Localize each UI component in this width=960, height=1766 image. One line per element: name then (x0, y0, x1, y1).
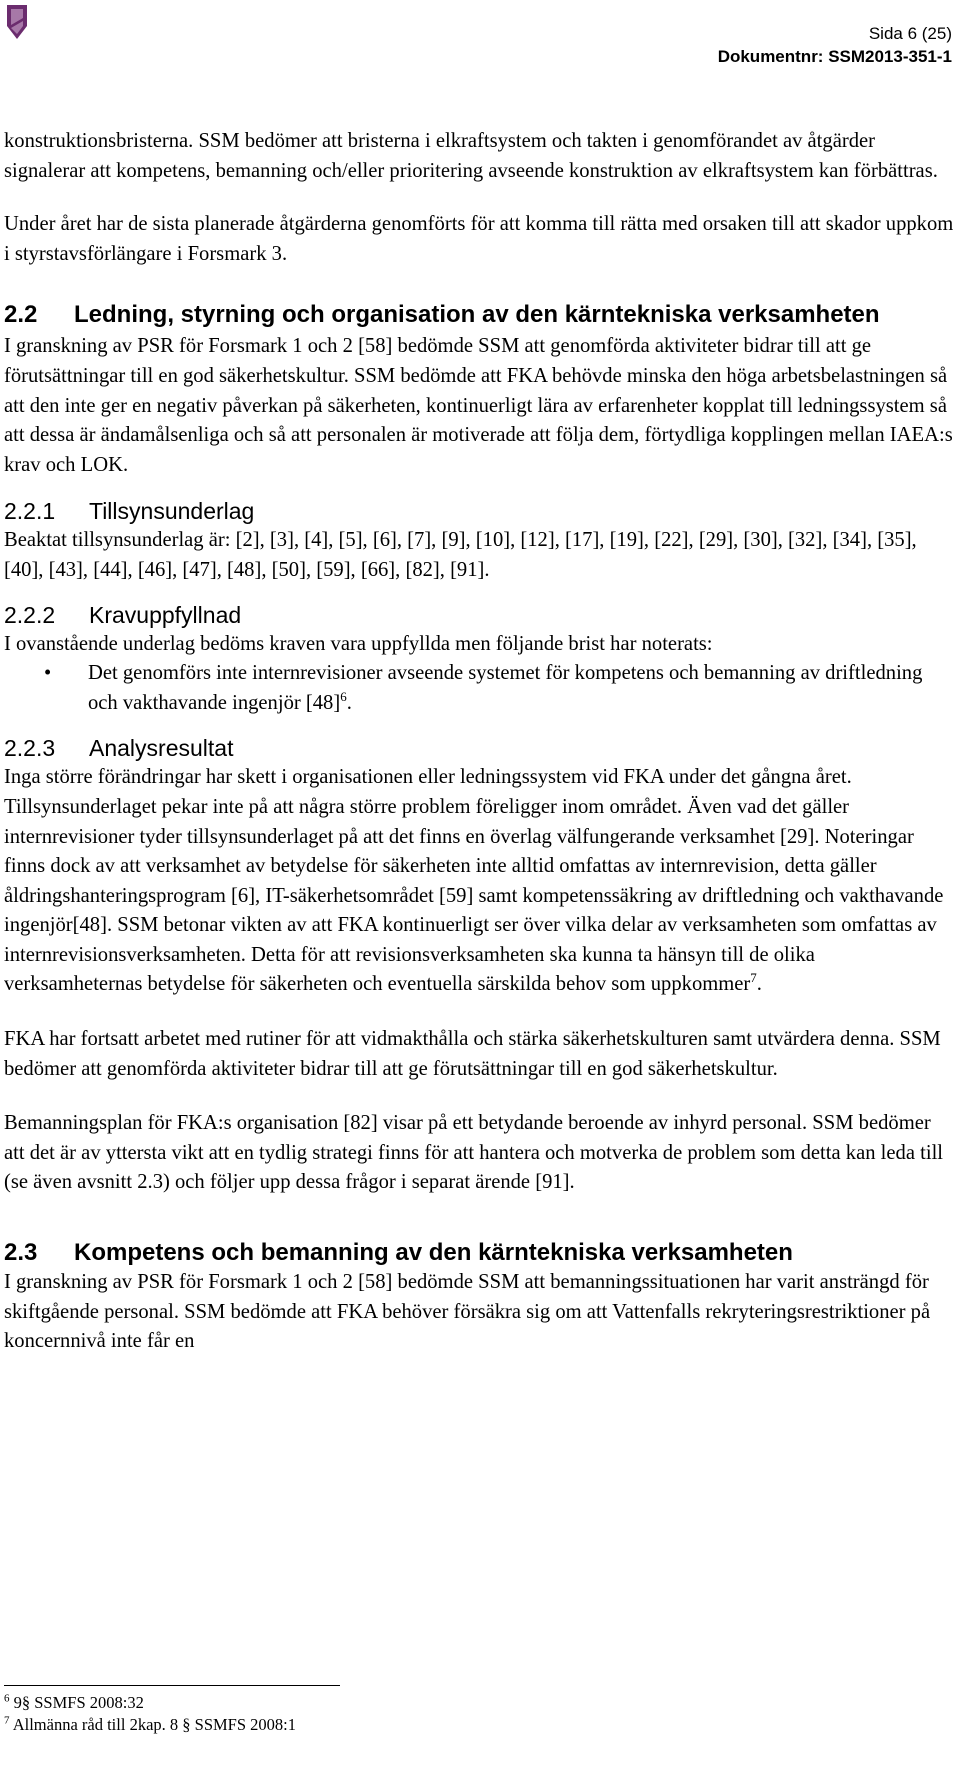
paragraph-8: Bemanningsplan för FKA:s organisation [82] visar på ett betydande beroende av inhyrd personal. SSM bedömer att det är av yttersta vikt att en tydlig strategi finns för att hantera och motverka de problem som detta kan leda till (se även avsnitt 2.3) och följer upp dessa frågor i separat ärende [91]. (4, 1112, 944, 1194)
document-body (4, 127, 954, 1357)
footnote-number: 7 (4, 1714, 10, 1727)
page-number: Sida 6 (25) (868, 24, 952, 43)
section-number: 2.2.3 (4, 735, 56, 762)
paragraph-7: FKA har fortsatt arbetet med rutiner för att vidmakthålla och stärka säkerhetskulturen samt utvärdera denna. SSM bedömer att genomförda aktiviteter bidrar till att ge förutsättningar till en god säkerhetskultur. (4, 1028, 941, 1080)
paragraph-6: Inga större förändringar har skett i organisationen eller ledningssystem vid FKA under det gångna året. Tillsynsunderlaget pekar inte på att några större problem föreligger inom området. Även vad det gäller internrevisioner tyder tillsynsunderlaget på att det finns en överlag välfungerande verksamhet [29]. Noteringar finns dock av att verksamhet av betydelse för säkerheten inte alltid omfattas av internrevision, detta gäller åldringshanteringsprogram [6], IT-säkerhetsområdet [59] samt kompetenssäkring av driftledning och vakthavande ingenjör[48]. SSM betonar vikten av att FKA kontinuerligt ser över vilka delar av verksamheten som omfattas av internrevisionsverksamheten. Detta för att revisionsverksamheten ska kunna ta hänsyn till de olika verksamheternas betydelse för säkerheten och eventuella särskilda behov som uppkommer$^7$. (4, 766, 944, 996)
section-number: 2.2.1 (4, 498, 56, 525)
section-title: Kravuppfyllnad (89, 601, 242, 628)
section-number: 2.2.2 (4, 601, 56, 628)
section-title: Kompetens och bemanning av den kärntekniska verksamheten (74, 1239, 793, 1267)
paragraph-9: I granskning av PSR för Forsmark 1 och 2 [58] bedömde SSM att bemanningssituationen har varit ansträngd för skiftgående personal. SSM bedömde att FKA behöver försäkra sig om att Vattenfalls rekryteringsrestriktioner på koncernnivå inte får en (4, 1271, 931, 1353)
paragraph-4: Beaktat tillsynsunderlag är: [2], [3], [4], [5], [6], [7], [9], [10], [12], [17], [19], [22], [29], [30], [32], [34], [35], [40], [43], [44], [46], [47], [48], [50], [59], [66], [82], [91]. (4, 529, 917, 581)
footnote-ref-7: 7 (750, 970, 757, 986)
section-heading-2-2-3 (4, 733, 954, 763)
bullet-text: Det genomförs inte internrevisioner avseende systemet för kompetens och bemanning av driftledning och vakthavande ingenjör [48] (88, 662, 923, 714)
ssm-logo-icon (6, 4, 28, 40)
paragraph-2: Under året har de sista planerade åtgärderna genomförts för att komma till rätta med orsaken till att skador uppkom i styrstavsförlängare i Forsmark 3. (4, 213, 954, 265)
bullet-icon: • (44, 662, 52, 685)
paragraph-5: I ovanstående underlag bedöms kraven vara uppfyllda men följande brist har noterats: (4, 632, 713, 655)
footnote-text: Allmänna råd till 2kap. 8 § SSMFS 2008:1 (12, 1715, 296, 1734)
paragraph-1: konstruktionsbristerna. SSM bedömer att bristerna i elkraftsystem och takten i genomförandet av åtgärder signalerar att kompetens, bemanning och/eller prioritering avseende konstruktion av elkraftsystem kan förbättras. (4, 130, 938, 182)
footnote-text: 9§ SSMFS 2008:32 (13, 1693, 144, 1712)
section-number: 2.3 (4, 1239, 38, 1267)
section-heading-2-2-1 (4, 496, 954, 526)
footnote-divider (4, 1685, 340, 1686)
section-heading-2-3 (4, 1238, 954, 1268)
bullet-item: • Det genomförs inte internrevisioner avseende systemet för kompetens och bemanning av driftledning och vakthavande ingenjör $[48]^6$. (4, 659, 954, 718)
footnote-7 (4, 1715, 296, 1735)
footnote-ref-6: 6 (340, 688, 347, 704)
section-title: Tillsynsunderlag (89, 498, 255, 525)
section-heading-2-2 (4, 300, 954, 330)
document-number: Dokumentnr: SSM2013-351-1 (717, 47, 952, 66)
section-number: 2.2 (4, 301, 38, 329)
footnote-6 (4, 1693, 144, 1713)
section-heading-2-2-2 (4, 600, 954, 630)
section-title: Analysresultat (89, 735, 234, 762)
footnote-number: 6 (4, 1692, 10, 1705)
paragraph-3: I granskning av PSR för Forsmark 1 och 2 [58] bedömde SSM att genomförda aktiviteter bidrar till att ge förutsättningar till en god säkerhetskultur. SSM bedömde att FKA behövde minska den höga arbetsbelastningen så att den inte ger en negativ påverkan på säkerheten, kontinuerligt lära av erfarenheter kopplat till ledningssystem så att dessa är ändamålsenliga och så att personalen är motiverade att följa dem, förtydliga kopplingen mellan IAEA:s krav och LOK. (4, 335, 953, 476)
section-title: Ledning, styrning och organisation av den kärntekniska verksamheten (74, 301, 880, 329)
